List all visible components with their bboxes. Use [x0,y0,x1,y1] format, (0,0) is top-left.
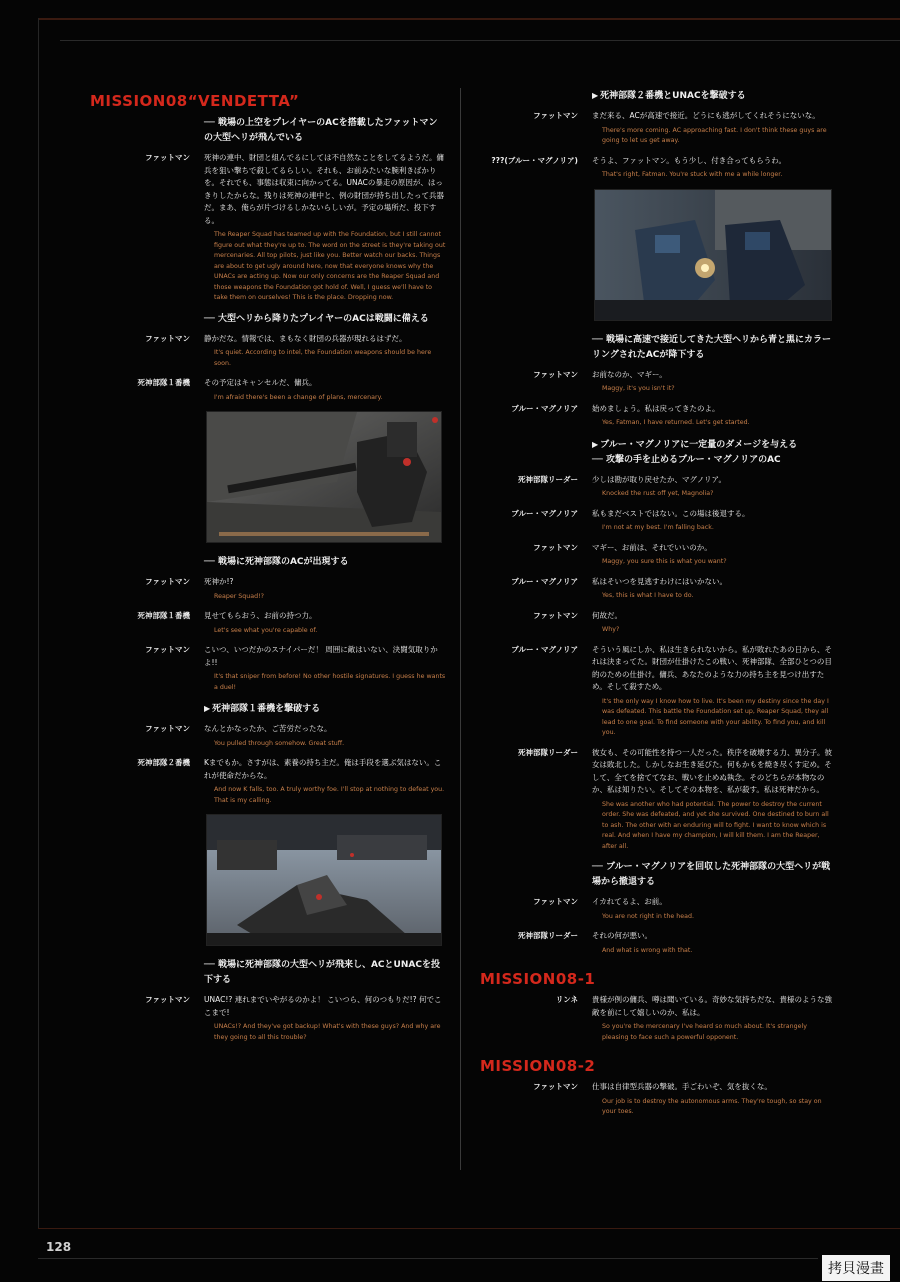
japanese-line: イカれてるよ、お前。 [592,897,667,906]
english-line: It's quiet. According to intel, the Foundation weapons should be here soon. [214,349,432,367]
japanese-line: 何故だ。 [592,610,622,620]
english-line: Reaper Squad!? [214,592,264,600]
english-line: That's right, Fatman. You're stuck with me a while longer. [602,171,783,178]
speaker-name: ブルー・マグノリア [511,644,578,654]
dialogue-line [478,994,834,1043]
speaker-name: ファットマン [533,1082,578,1091]
japanese-line: 仕事は自律型兵器の撃破。手ごわいぞ、気を抜くな。 [592,1082,772,1091]
speaker-name: ファットマン [533,369,578,379]
english-line: Knocked the rust off yet, Magnolia? [602,490,714,497]
screenshot-reaper-ac [206,411,442,543]
left-column [90,92,446,1051]
frame-top-line [38,18,900,20]
japanese-line: 貴様が例の傭兵、噂は聞いている。奇妙な気持ちだな、貴様のような強敵を前にして嬉しいのか、私は。 [592,995,832,1017]
speaker-name: ファットマン [145,577,190,586]
dialogue-line [478,508,834,534]
japanese-line: 少しは勘が取り戻せたか、マグノリア。 [592,474,726,484]
english-line: You pulled through somehow. Great stuff. [214,739,345,747]
english-line: She was another who had potential. The power to destroy the current order. She was defeated, and yet she survived. One destined to burn all to ash. The other with an enduring will to fight. I want to know which is real. And when I have my champion, I will kill them. I am the Reaper, after all. [602,800,829,850]
speaker-name: 死神部隊リーダー [518,931,578,940]
dialogue-line [478,1081,834,1118]
dialogue-line [478,896,834,922]
dialogue-line [478,644,834,739]
frame-left-line [38,18,39,1228]
japanese-line: お前なのか、マギー。 [592,369,667,379]
speaker-name: ファットマン [145,153,190,162]
japanese-line: こいつ、いつだかのスナイパーだ！ 周囲に敵はいない、決闘気取りかよ!! [204,645,438,667]
japanese-line: それの何が悪い。 [592,931,652,940]
stage-direction: ── 戦場に死神部隊の大型ヘリが飛来し、ACとUNACを投下する [204,960,440,985]
frame-bottom-inner-line [38,1258,818,1259]
japanese-line: マギー、お前は、それでいいのか。 [592,542,712,552]
english-line: Maggy, you sure this is what you want? [602,558,727,565]
stage-direction: ── ブルー・マグノリアを回収した死神部隊の大型ヘリが戦場から撤退する [592,862,831,887]
speaker-name: ブルー・マグノリア [511,508,578,518]
mission-title: MISSION08“VENDETTA” [90,92,300,110]
speaker-name: ブルー・マグノリア [511,576,578,586]
screenshot-image [595,190,831,320]
japanese-line: Kまでもか。さすがは、素養の持ち主だ。俺は手段を選ぶ気はない。これが使命だからな。 [204,758,442,780]
column-divider [460,88,461,1170]
english-line: I'm afraid there's been a change of plans, mercenary. [214,393,383,401]
japanese-line: 見せてもらおう、お前の持つ力。 [204,611,317,620]
right-column [478,88,834,1126]
english-line: UNACs!? And they've got backup! What's with these guys? And why are they going to all this trouble? [214,1023,441,1041]
dialogue-line [478,369,834,395]
speaker-name: 死神部隊リーダー [518,474,578,484]
english-line: It's that sniper from before! No other hostile signatures. I guess he wants a duel! [214,673,446,691]
english-line: I'm not at my best. I'm falling back. [602,524,714,531]
dialogue-line [90,994,446,1043]
dialogue-line [478,610,834,636]
japanese-line: 死神の連中、財団と組んでるにしては不自然なことをしてるようだ。傭兵を狙い撃ちで殺してるらしい。それも、お前みたいな腕利きばかりを。それでも、事態は収束に向かってる。UNACの暴走の原因が、はっきりしたからな。残りは死神の連中と、例の財団が持ち出したって兵器だ。まあ、俺らが片づけるしかないらしいが。予定の場所だ、投下する。 [204,153,444,225]
dialogue-line [478,403,834,429]
stage-direction: ── 戦場の上空をプレイヤーのACを搭載したファットマンの大型ヘリが飛んでいる [204,118,438,143]
speaker-name: 死神部隊２番機 [137,758,190,767]
page-number: 128 [46,1240,72,1254]
japanese-line: 静かだな。情報では、まもなく財団の兵器が現れるはずだ。 [204,333,407,343]
dialogue-line [90,644,446,693]
english-line: Let's see what you're capable of. [214,626,318,634]
screenshot-heli-drop [206,814,442,946]
screenshot-blue-magnolia [594,189,832,321]
speaker-name: ファットマン [145,645,190,654]
english-line: So you're the mercenary I've heard so much about. It's strangely pleasing to face such a powerful opponent. [602,1023,807,1041]
japanese-line: 死神か!? [204,577,234,586]
frame-top-inner-line [60,40,900,41]
stage-objective: ▶ 死神部隊１番機を撃破する [204,701,446,717]
dialogue-line [90,610,446,636]
japanese-line: そういう風にしか、私は生きられないから。私が敗れたあの日から、それは決まってた。財団が仕掛けたこの戦い、死神部隊、全部ひとつの目的のための仕掛け。傭兵、あなたのような力の持ち主を見つけ出すため。そして殺すため。 [592,644,832,691]
english-line: Yes, this is what I have to do. [602,592,694,599]
watermark: 拷貝漫畫 [822,1255,890,1281]
speaker-name: ファットマン [533,897,578,906]
speaker-name: 死神部隊１番機 [137,611,190,620]
japanese-line: UNAC!? 連れまでいやがるのかよ！ こいつら、何のつもりだ!? 何でここまで! [204,995,442,1017]
speaker-name: ファットマン [533,542,578,552]
dialogue-line [90,576,446,602]
stage-objective: ▶ 死神部隊２番機とUNACを撃破する [592,88,834,104]
japanese-line: なんとかなったか、ご苦労だったな。 [204,724,332,733]
speaker-name: 死神部隊リーダー [518,747,578,757]
english-line: It's the only way I know how to live. It's been my destiny since the day I was defeated. This battle the Foundation set up, Reaper Squad, they all lead to one goal. To find someone with your ability. To find you, and kill you. [602,697,829,736]
japanese-line: 始めましょう。私は戻ってきたのよ。 [592,403,720,413]
english-line: There's more coming. AC approaching fast. I don't think these guys are going to let us get away. [602,126,827,144]
japanese-line: その予定はキャンセルだ、傭兵。 [204,378,317,387]
speaker-name: ファットマン [145,333,190,343]
speaker-name: ファットマン [145,724,190,733]
speaker-name: ファットマン [533,111,578,120]
dialogue-line [478,747,834,853]
dialogue-line [478,474,834,500]
dialogue-line [90,377,446,403]
stage-direction: ── 攻撃の手を止めるブルー・マグノリアのAC [592,454,781,465]
stage-direction: ── 戦場に死神部隊のACが出現する [204,557,349,567]
dialogue-line [90,723,446,749]
stage-direction: ── 戦場に高速で接近してきた大型ヘリから青と黒にカラーリングされたACが降下する [592,334,831,360]
english-line: Yes, Fatman, I have returned. Let's get started. [602,419,750,426]
dialogue-line [478,110,834,147]
japanese-line: 彼女も、その可能性を持つ一人だった。秩序を破壊する力、異分子。彼女は敗北した。しかしなお生き延びた。何もかもを焼き尽くす定め。そして、全てを捨ててなお、戦いを止めぬ執念。そのどちらが本物なのか、私は知りたい。そしてその本物を、私が殺す。私は死神だから。 [592,747,832,794]
speaker-name: ???(ブルー・マグノリア) [491,155,578,165]
dialogue-line [478,155,834,181]
speaker-name: 死神部隊１番機 [137,378,190,387]
speaker-name: ファットマン [533,610,578,620]
mission-title: MISSION08-2 [480,1057,596,1075]
dialogue-line [478,542,834,568]
dialogue-line [478,576,834,602]
japanese-line: まだ来る、ACが高速で接近。どうにも逃がしてくれそうにないな。 [592,111,820,120]
japanese-line: 私もまだベストではない。この場は後退する。 [592,508,750,518]
stage-direction: ── 大型ヘリから降りたプレイヤーのACは戦闘に備える [204,313,429,324]
dialogue-line [90,757,446,806]
mission-title: MISSION08-1 [480,970,596,988]
english-line: Our job is to destroy the autonomous arms. They're tough, so stay on your toes. [602,1097,822,1115]
speaker-name: ファットマン [145,995,190,1004]
dialogue-line [90,333,446,370]
english-line: Maggy, it's you isn't it? [602,385,675,392]
frame-bottom-line [38,1228,900,1229]
screenshot-image [207,412,441,542]
stage-objective: ▶ ブルー・マグノリアに一定量のダメージを与える [592,437,834,453]
english-line: And what is wrong with that. [602,946,693,954]
dialogue-line [478,930,834,956]
screenshot-image [207,815,441,945]
english-line: You are not right in the head. [602,912,694,920]
japanese-line: そうよ、ファットマン。もう少し、付き合ってもらうわ。 [592,155,786,165]
speaker-name: リンネ [555,995,578,1004]
dialogue-line [90,152,446,304]
speaker-name: ブルー・マグノリア [511,403,578,413]
japanese-line: 私はそいつを見逃すわけにはいかない。 [592,576,727,586]
english-line: The Reaper Squad has teamed up with the Foundation, but I still cannot figure out what they're up to. The word on the street is they're taking out mercenaries. All top pilots, just like you. Better watch our backs. Things are about to get ugly around here, now that everyone knows why the UNACs are acting up. Now our only concerns are the Reaper Squad and those weapons the Foundation got hold of. Well, I guess we'll have to take them on ourselves! This is the place. Dropping now. [214,231,446,301]
english-line: Why? [602,626,620,633]
english-line: And now K falls, too. A truly worthy foe. I'll stop at nothing to defeat you. That is my calling. [214,786,445,804]
